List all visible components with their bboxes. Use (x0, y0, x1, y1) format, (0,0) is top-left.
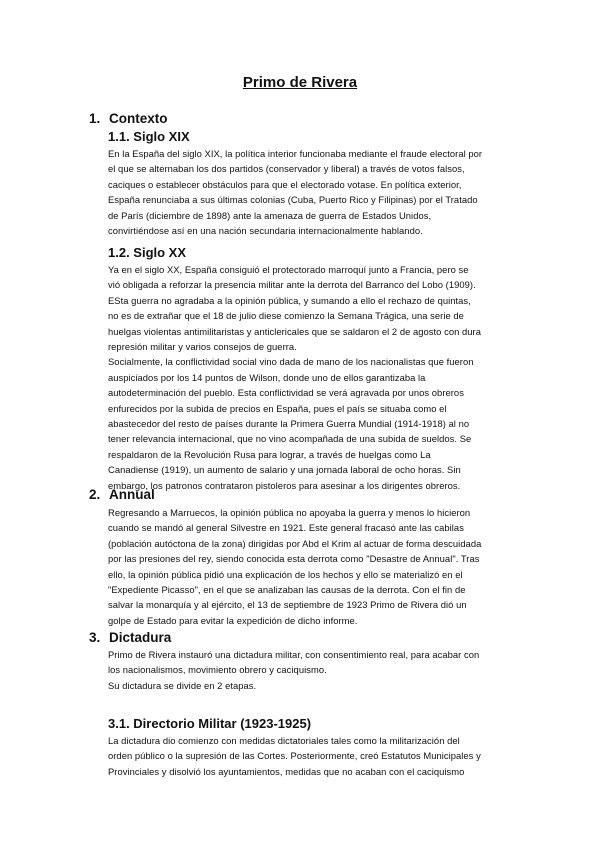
text-line: Canadiense (1919), un aumento de salario y una jornada laboral de ocho horas. Sin (108, 464, 461, 476)
section-title: Contexto (109, 111, 168, 126)
text-line: enfurecidos por la subida de precios en España, pues el país se situaba como el (108, 402, 447, 414)
text-line: autodeterminación del pueblo. Esta conflictividad se verá agravada por unos obreros (108, 387, 464, 399)
text-line: huelgas violentas antimilitaristas y anticlericales que se saldaron el 2 de agosto con dura (108, 325, 481, 337)
section-number: 2. (89, 487, 101, 502)
text-line: Su dictadura se divide en 2 etapas. (108, 679, 257, 691)
text-line: tener relevancia internacional, que no vino acompañada de una subida de sueldos. Se (108, 433, 472, 445)
text-line: cuando se mandó al general Silvestre en 1921. Este general fracasó ante las cabilas (108, 522, 464, 534)
document-title: Primo de Rivera (242, 74, 358, 91)
section-title: Dictadura (109, 630, 172, 645)
paragraph-annual (108, 505, 528, 628)
text-line: Primo de Rivera instauró una dictadura militar, con consentimiento real, para acabar con (108, 649, 480, 660)
paragraph-siglo-xx (108, 262, 528, 493)
text-line: embargo, los patronos contrataron pistoleros para asesinar a los dirigentes obreros. (108, 479, 461, 491)
text-line: respaldaron de la Revolución Rusa para lograr, a través de huelgas como La (108, 448, 431, 460)
section-heading-dictadura (89, 630, 171, 645)
text-line: ello, la opinión pública pidió una explicación de los hechos y ello se materializó en el (108, 568, 463, 580)
text-line: represión militar y varios consejos de guerra. (108, 341, 297, 353)
subsection-heading-siglo-xix: 1.1. Siglo XIX (108, 129, 190, 144)
subsection-heading-directorio-militar: 3.1. Directorio Militar (1923-1925) (108, 716, 312, 731)
text-line: por las presiones del rey, siendo conocida esta derrota como "Desastre de Annual". Tras (108, 553, 480, 565)
text-line: de París (diciembre de 1898) ante la amenaza de guerra de Estados Unidos, (108, 209, 432, 221)
text-line: vió obligada a reforzar la presencia militar ante la derrota del Barranco del Lobo (1909). (108, 279, 476, 291)
text-line: España renunciaba a sus últimas colonias (Cuba, Puerto Rico y Filipinas) por el Tratado (108, 194, 478, 206)
text-line: En la España del siglo XIX, la política interior funcionaba mediante el fraude electoral por (108, 148, 483, 159)
text-line: golpe de Estado para evitar la expedición de dicho informe. (108, 614, 358, 626)
text-line: salvar la monarquía y al ejército, el 13 de septiembre de 1923 Primo de Rivera dió un (108, 599, 467, 611)
text-line: convirtiéndose así en una nación secundaria internacionalmente hablando. (108, 225, 423, 237)
section-heading-contexto (89, 111, 168, 126)
text-line: Provinciales y disolvió los ayuntamientos, medidas que no acaban con el caciquismo (108, 765, 465, 777)
section-title: Annual (109, 487, 155, 502)
text-line: Socialmente, la conflictividad social vino dada de mano de los nacionalistas que fueron (108, 356, 474, 368)
text-line: el que se alternaban los dos partidos (conservador y liberal) a través de votos falsos, (108, 163, 465, 175)
paragraph-siglo-xix (108, 146, 528, 238)
text-line: ESta guerra no agradaba a la opinión pública, y sumando a ello el rechazo de quintas, (108, 294, 471, 306)
text-line: orden público o la supresión de las Cortes. Posteriormente, creó Estatutos Municipales y (108, 750, 481, 762)
text-line: "Expediente Picasso", en el que se analizaban las causas de la derrota. Con el fin de (108, 584, 466, 596)
subsection-heading-siglo-xx: 1.2. Siglo XX (108, 245, 187, 260)
section-number: 3. (89, 630, 101, 645)
text-line: abastecedor del resto de países durante la Primera Guerra Mundial (1914-1918) al no (108, 418, 470, 430)
text-line: los nacionalismos, movimiento obrero y caciquismo. (108, 664, 327, 676)
text-line: auspiciados por los 14 puntos de Wilson, donde uno de ellos garantizaba la (108, 371, 426, 383)
paragraph-dictadura (108, 647, 528, 693)
text-line: La dictadura dio comienzo con medidas dictatoriales tales como la militarización del (108, 735, 460, 746)
section-number: 1. (89, 111, 101, 126)
paragraph-directorio-militar (108, 733, 528, 779)
text-line: Ya en el siglo XX, España consiguió el protectorado marroquí junto a Francia, pero se (108, 264, 469, 275)
text-line: Regresando a Marruecos, la opinión pública no apoyaba la guerra y menos lo hicieron (108, 507, 471, 518)
text-line: (población autóctona de la zona) dirigidas por Abd el Krim al actuar de forma descuidada (108, 537, 482, 549)
text-line: caciques o establecer obstáculos para que el electorado votase. En política exterior, (108, 178, 462, 190)
section-heading-annual (89, 487, 155, 502)
text-line: no es de extrañar que el 18 de julio diese comienzo la Semana Trágica, una serie de (108, 310, 464, 322)
